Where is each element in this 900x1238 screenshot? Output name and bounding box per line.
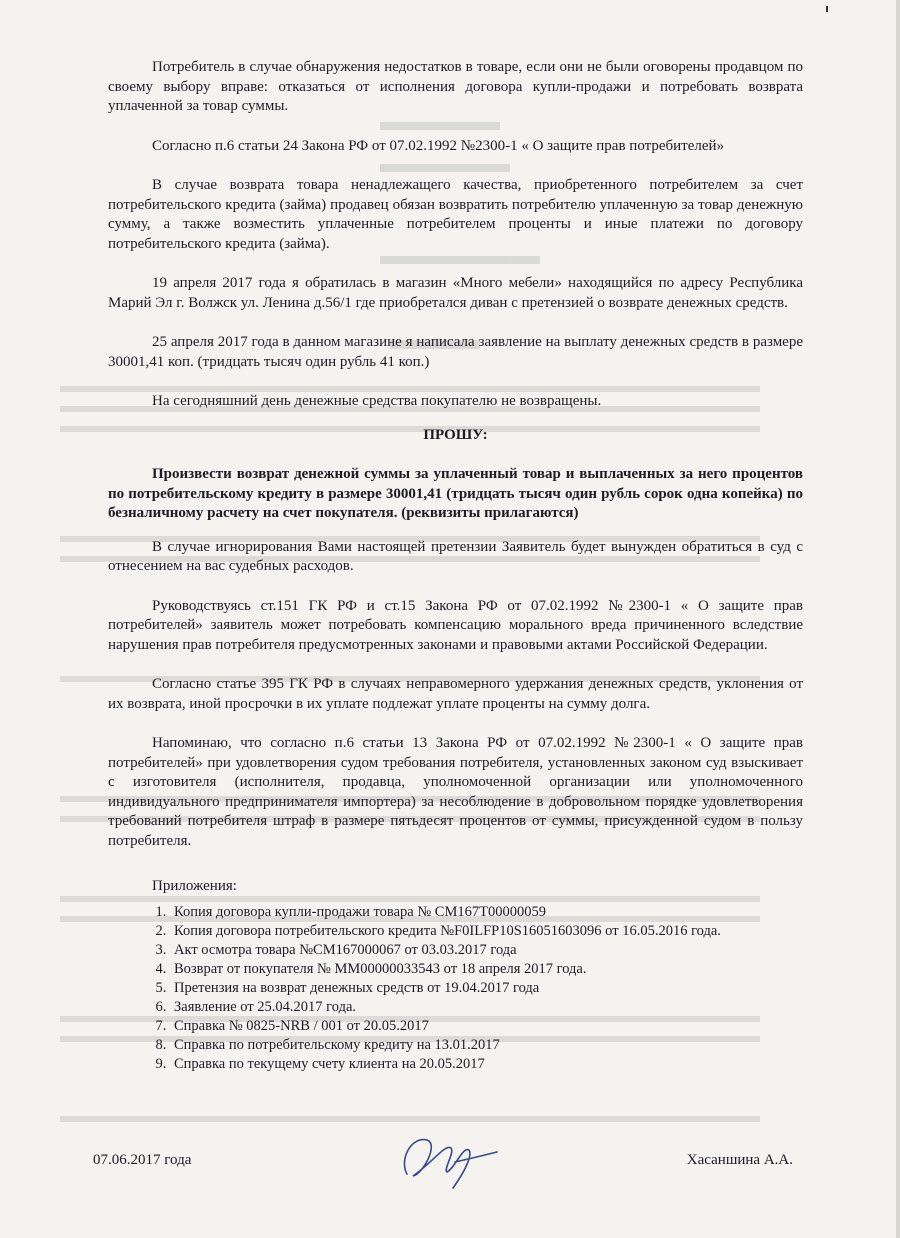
document-date: 07.06.2017 года (93, 1152, 192, 1168)
attachment-item: 6. Заявление от 25.04.2017 года. (170, 998, 803, 1017)
paragraph-defects-rights: Потребитель в случае обнаружения недостатков в товаре, если они не были оговорены продавцом по своему выбору вправе: отказаться от исполнения договора купли-продажи и потребовать возврата уплаченной за товар суммы. (108, 59, 803, 114)
request-paragraph: Произвести возврат денежной суммы за уплаченный товар и выплаченных за него процентов по потребительскому кредиту в размере 30001,41 (тридцать тысяч один рубль сорок одна копейка) по безналичному расчету на счет покупателя. (реквизиты прилагаются) (108, 466, 803, 521)
attachment-item: 5. Претензия на возврат денежных средств от 19.04.2017 года (170, 979, 803, 998)
paragraph-application: 25 апреля 2017 года в данном магазине я написала заявление на выплату денежных средств в размере 30001,41 коп. (тридцать тысяч один рубль 41 коп.) (108, 334, 803, 370)
request-heading: ПРОШУ: (423, 426, 488, 443)
scan-mark (826, 6, 828, 12)
paragraph-credit-refund: В случае возврата товара ненадлежащего качества, приобретенного потребителем за счет потребительского кредита (займа) продавец обязан возвратить потребителю уплаченную за товар денежную сумму, а также возместить уплаченные потребителем проценты и иные платежи по договору потребительского кредита (займа). (108, 177, 803, 252)
handwritten-signature (393, 1122, 503, 1194)
signer-name: Хасаншина А.А. (686, 1152, 793, 1168)
attachment-item: 9. Справка по текущему счету клиента на 20.05.2017 (170, 1055, 803, 1074)
paragraph-not-returned: На сегодняшний день денежные средства покупателю не возвращены. (152, 393, 602, 409)
attachments-list (108, 903, 803, 1074)
attachment-item: 4. Возврат от покупателя № ММ00000033543 от 18 апреля 2017 года. (170, 960, 803, 979)
paragraph-store-visit: 19 апреля 2017 года я обратилась в магазин «Много мебели» находящийся по адресу Республика Марий Эл г. Волжск ул. Ленина д.56/1 где приобретался диван с претензией о возврате денежных средств. (108, 275, 803, 311)
attachment-item: 7. Справка № 0825-NRB / 001 от 20.05.2017 (170, 1017, 803, 1036)
letter-footer (93, 1152, 793, 1202)
attachment-item: 8. Справка по потребительскому кредиту на 13.01.2017 (170, 1036, 803, 1055)
paragraph-interest: Согласно статье 395 ГК РФ в случаях неправомерного удержания денежных средств, уклонения от их возврата, иной просрочки в их уплате подлежат уплате проценты на сумму долга. (108, 676, 803, 712)
attachment-item: 1. Копия договора купли-продажи товара № СМ167Т00000059 (170, 903, 803, 922)
page-edge-shadow (896, 0, 900, 1238)
attachment-item: 3. Акт осмотра товара №СМ167000067 от 03.03.2017 года (170, 941, 803, 960)
paragraph-law-reference: Согласно п.6 статьи 24 Закона РФ от 07.02.1992 №2300-1 « О защите прав потребителей» (152, 137, 725, 154)
attachment-item: 2. Копия договора потребительского кредита №F0ILFP10S16051603096 от 16.05.2016 года. (170, 922, 803, 941)
letter-body (108, 58, 803, 1074)
paragraph-penalty: Напоминаю, что согласно п.6 статьи 13 Закона РФ от 07.02.1992 №2300-1 « О защите прав потребителей» при удовлетворения судом требования потребителя, установленных законом суд взыскивает с изготовителя (исполнителя, продавца, уполномоченной организации или уполномоченного индивидуального предпринимателя импортера) за несоблюдение в добровольном порядке удовлетворения требований потребителя штраф в размере пятьдесят процентов от суммы, присужденной судом в пользу потребителя. (108, 735, 803, 849)
paragraph-moral-damage: Руководствуясь ст.151 ГК РФ и ст.15 Закона РФ от 07.02.1992 №2300-1 « О защите прав потребителей» заявитель может потребовать компенсацию морального вреда причиненного вследствие нарушения прав потребителя предусмотренных законами и правовыми актами Российской Федерации. (108, 597, 803, 653)
paragraph-court-warning: В случае игнорирования Вами настоящей претензии Заявитель будет вынужден обратиться в суд с отнесением на вас судебных расходов. (108, 538, 803, 574)
attachments-title: Приложения: (152, 878, 237, 894)
